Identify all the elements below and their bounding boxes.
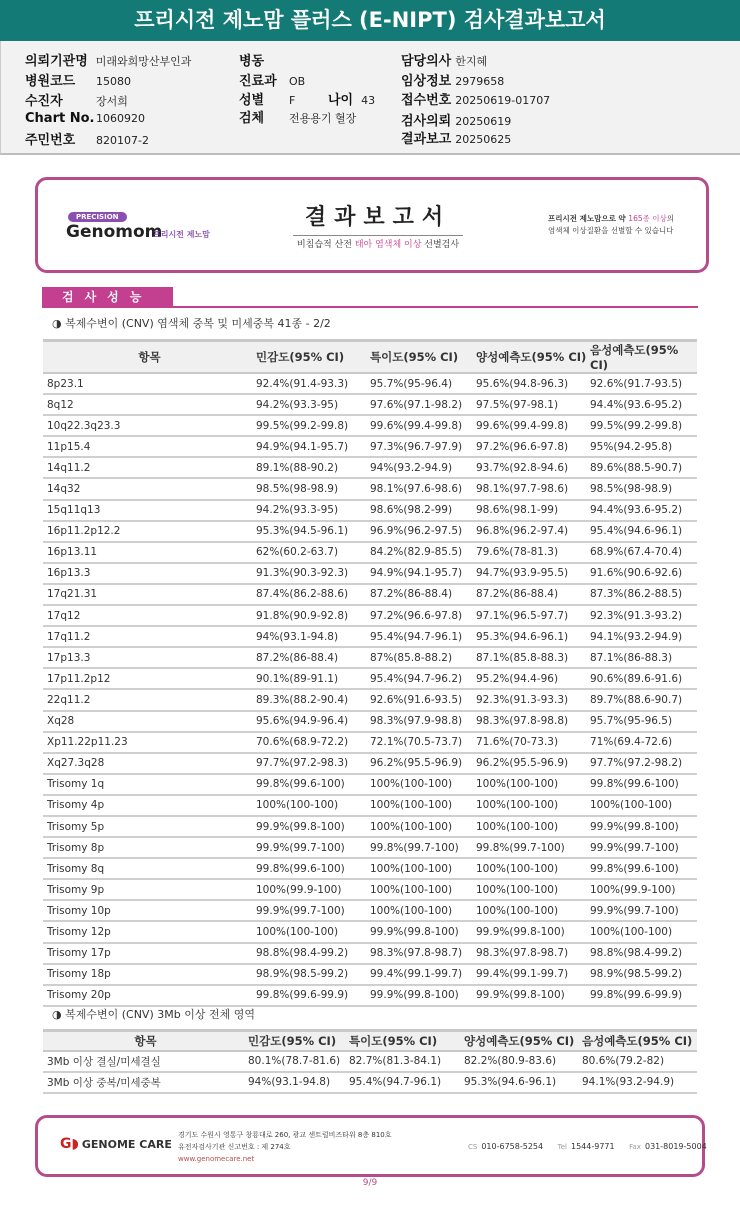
metric-cell: 96.8%(96.2-97.4) <box>476 521 590 542</box>
metric-cell: 99.9%(99.7-100) <box>590 900 697 921</box>
item-cell: Xq27.3q28 <box>43 753 256 774</box>
metric-cell: 100%(100-100) <box>370 858 476 879</box>
metric-cell: 98.6%(98.2-99) <box>370 500 476 521</box>
receipt-no-field: 접수번호 20250619-01707 <box>401 93 551 108</box>
metric-cell: 92.6%(91.7-93.5) <box>590 373 697 394</box>
metric-cell: 99.9%(99.8-100) <box>370 985 476 1006</box>
footer-address: 경기도 수원시 영통구 창룡대로 260, 광교 센트럴비즈타워 8층 810호 유전자검사기관 신고번호 : 제 274호 www.genomecare.net <box>178 1131 392 1163</box>
table-row <box>43 500 697 521</box>
metric-cell: 100%(100-100) <box>370 900 476 921</box>
metric-cell: 99.9%(99.7-100) <box>256 837 370 858</box>
metric-cell: 97.7%(97.2-98.2) <box>590 753 697 774</box>
metric-cell: 92.3%(91.3-93.3) <box>476 689 590 710</box>
metric-cell: 96.9%(96.2-97.5) <box>370 521 476 542</box>
metric-cell: 99.9%(99.8-100) <box>256 816 370 837</box>
metric-cell: 95.6%(94.8-96.3) <box>476 373 590 394</box>
metric-cell: 95.3%(94.6-96.1) <box>476 626 590 647</box>
metric-cell: 95.3%(94.6-96.1) <box>464 1072 582 1093</box>
table-row <box>43 478 697 499</box>
report-header-box <box>35 177 709 273</box>
metric-cell: 95.2%(94.4-96) <box>476 668 590 689</box>
metric-cell: 99.9%(99.8-100) <box>476 921 590 942</box>
department-field: 진료과 OB <box>239 74 306 89</box>
metric-cell: 95.6%(94.9-96.4) <box>256 711 370 732</box>
metric-cell: 98.9%(98.5-99.2) <box>256 964 370 985</box>
table-row <box>43 689 697 710</box>
metric-cell: 87.2%(86-88.4) <box>476 584 590 605</box>
item-cell: 17p11.2p12 <box>43 668 256 689</box>
metric-cell: 100%(100-100) <box>476 858 590 879</box>
table-row <box>43 837 697 858</box>
precision-badge: PRECISION <box>68 212 127 222</box>
metric-cell: 98.3%(97.8-98.7) <box>476 943 590 964</box>
metric-cell: 98.6%(98.1-99) <box>476 500 590 521</box>
column-header: 항목 <box>43 341 256 374</box>
metric-cell: 87.2%(86-88.4) <box>256 647 370 668</box>
metric-cell: 98.3%(97.8-98.7) <box>370 943 476 964</box>
metric-cell: 100%(100-100) <box>370 879 476 900</box>
metric-cell: 100%(100-100) <box>590 921 697 942</box>
metric-cell: 89.1%(88-90.2) <box>256 457 370 478</box>
metric-cell: 95.3%(94.5-96.1) <box>256 521 370 542</box>
metric-cell: 98.5%(98-98.9) <box>256 478 370 499</box>
column-header: 민감도(95% CI) <box>248 1031 349 1051</box>
metric-cell: 99.6%(99.4-99.8) <box>476 415 590 436</box>
item-cell: 10q22.3q23.3 <box>43 415 256 436</box>
table-row <box>43 1072 697 1093</box>
table-row <box>43 415 697 436</box>
metric-cell: 94.2%(93.3-95) <box>256 500 370 521</box>
metric-cell: 79.6%(78-81.3) <box>476 542 590 563</box>
metric-cell: 95.4%(94.6-96.1) <box>590 521 697 542</box>
metric-cell: 96.2%(95.5-96.9) <box>476 753 590 774</box>
metric-cell: 98.1%(97.7-98.6) <box>476 478 590 499</box>
metric-cell: 93.7%(92.8-94.6) <box>476 457 590 478</box>
item-cell: 8q12 <box>43 394 256 415</box>
metric-cell: 99.8%(99.6-100) <box>256 774 370 795</box>
report-tagline: 프리시전 제노맘으로 약 165종 이상의 염색체 이상질환을 선별할 수 있습니다 <box>548 214 674 235</box>
metric-cell: 95.4%(94.7-96.2) <box>370 668 476 689</box>
item-cell: 14q11.2 <box>43 457 256 478</box>
table-row <box>43 1051 697 1072</box>
section-divider <box>42 306 698 308</box>
item-cell: 17q12 <box>43 605 256 626</box>
request-date-field: 검사의뢰 20250619 <box>401 114 512 129</box>
table-row <box>43 521 697 542</box>
metric-cell: 100%(100-100) <box>476 774 590 795</box>
table-row <box>43 858 697 879</box>
metric-cell: 91.6%(90.6-92.6) <box>590 563 697 584</box>
metric-cell: 97.6%(97.1-98.2) <box>370 394 476 415</box>
metric-cell: 92.6%(91.6-93.5) <box>370 689 476 710</box>
result-report-title: 결과보고서 <box>293 200 463 236</box>
metric-cell: 99.5%(99.2-99.8) <box>256 415 370 436</box>
metric-cell: 100%(100-100) <box>590 795 697 816</box>
metric-cell: 99.9%(99.8-100) <box>476 985 590 1006</box>
metric-cell: 99.5%(99.2-99.8) <box>590 415 697 436</box>
metric-cell: 94.4%(93.6-95.2) <box>590 500 697 521</box>
table-row <box>43 753 697 774</box>
metric-cell: 97.3%(96.7-97.9) <box>370 436 476 457</box>
metric-cell: 98.8%(98.4-99.2) <box>590 943 697 964</box>
metric-cell: 87.1%(86-88.3) <box>590 647 697 668</box>
metric-cell: 99.9%(99.7-100) <box>590 837 697 858</box>
column-header: 음성예측도(95% CI) <box>590 341 697 374</box>
metric-cell: 87.1%(85.8-88.3) <box>476 647 590 668</box>
item-cell: 15q11q13 <box>43 500 256 521</box>
table-row <box>43 584 697 605</box>
item-cell: 16p13.3 <box>43 563 256 584</box>
metric-cell: 91.3%(90.3-92.3) <box>256 563 370 584</box>
footer-box <box>35 1115 705 1177</box>
metric-cell: 92.4%(91.4-93.3) <box>256 373 370 394</box>
column-header: 음성예측도(95% CI) <box>582 1031 697 1051</box>
ward-field: 병동 <box>239 54 265 69</box>
table-row <box>43 436 697 457</box>
item-cell: Trisomy 5p <box>43 816 256 837</box>
metric-cell: 89.3%(88.2-90.4) <box>256 689 370 710</box>
metric-cell: 99.4%(99.1-99.7) <box>370 964 476 985</box>
metric-cell: 98.5%(98-98.9) <box>590 478 697 499</box>
column-header: 양성예측도(95% CI) <box>476 341 590 374</box>
item-cell: 11p15.4 <box>43 436 256 457</box>
metric-cell: 71.6%(70-73.3) <box>476 732 590 753</box>
metric-cell: 94.9%(94.1-95.7) <box>256 436 370 457</box>
report-title: 프리시전 제노맘 플러스 (E-NIPT) 검사결과보고서 <box>0 0 740 41</box>
website-link[interactable]: www.genomecare.net <box>178 1155 255 1163</box>
metric-cell: 97.5%(97-98.1) <box>476 394 590 415</box>
metric-cell: 99.9%(99.8-100) <box>590 816 697 837</box>
metric-cell: 95.7%(95-96.5) <box>590 711 697 732</box>
table-row <box>43 900 697 921</box>
metric-cell: 94%(93.1-94.8) <box>256 626 370 647</box>
metric-cell: 99.4%(99.1-99.7) <box>476 964 590 985</box>
genomom-logo-sub: 프리시전 제노맘 <box>153 230 210 239</box>
metric-cell: 72.1%(70.5-73.7) <box>370 732 476 753</box>
metric-cell: 95.7%(95-96.4) <box>370 373 476 394</box>
metric-cell: 68.9%(67.4-70.4) <box>590 542 697 563</box>
hospital-code-field: 병원코드 15080 <box>25 74 131 89</box>
cnv-3mb-performance-table <box>43 1029 697 1094</box>
item-cell: 22q11.2 <box>43 689 256 710</box>
doctor-field: 담당의사 한지혜 <box>401 54 488 69</box>
metric-cell: 98.8%(98.4-99.2) <box>256 943 370 964</box>
table-row <box>43 816 697 837</box>
table-row <box>43 605 697 626</box>
table-row <box>43 626 697 647</box>
table-row <box>43 711 697 732</box>
metric-cell: 94.2%(93.3-95) <box>256 394 370 415</box>
column-header: 특이도(95% CI) <box>370 341 476 374</box>
item-cell: Trisomy 4p <box>43 795 256 816</box>
sex-field: 성별 F <box>239 93 296 108</box>
genomom-logo: Genomom <box>66 222 163 242</box>
item-cell: Trisomy 1q <box>43 774 256 795</box>
metric-cell: 87.2%(86-88.4) <box>370 584 476 605</box>
institution-field: 의뢰기관명 미래와희망산부인과 <box>25 54 192 69</box>
column-header: 양성예측도(95% CI) <box>464 1031 582 1051</box>
metric-cell: 87%(85.8-88.2) <box>370 647 476 668</box>
table-row <box>43 943 697 964</box>
clinical-info-field: 임상정보 2979658 <box>401 74 505 89</box>
footer-contact: CS 010-6758-5254 Tel 1544-9771 Fax 031-8019-5004 <box>468 1142 707 1151</box>
table-row <box>43 563 697 584</box>
column-header: 특이도(95% CI) <box>349 1031 464 1051</box>
item-cell: Trisomy 17p <box>43 943 256 964</box>
table-row <box>43 373 697 394</box>
metric-cell: 87.4%(86.2-88.6) <box>256 584 370 605</box>
item-cell: Trisomy 20p <box>43 985 256 1006</box>
report-subtitle: 비침습적 산전 태아 염색체 이상 선별검사 <box>296 240 460 250</box>
metric-cell: 98.9%(98.5-99.2) <box>590 964 697 985</box>
metric-cell: 89.6%(88.5-90.7) <box>590 457 697 478</box>
metric-cell: 82.2%(80.9-83.6) <box>464 1051 582 1072</box>
metric-cell: 100%(99.9-100) <box>590 879 697 900</box>
column-header: 민감도(95% CI) <box>256 341 370 374</box>
item-cell: 17p13.3 <box>43 647 256 668</box>
metric-cell: 99.8%(99.6-100) <box>256 858 370 879</box>
metric-cell: 94.7%(93.9-95.5) <box>476 563 590 584</box>
table1-subtitle: ◑ 복제수변이 (CNV) 염색체 중복 및 미세중복 41종 - 2/2 <box>52 317 331 330</box>
metric-cell: 99.9%(99.8-100) <box>370 921 476 942</box>
metric-cell: 100%(100-100) <box>256 795 370 816</box>
item-cell: 8p23.1 <box>43 373 256 394</box>
item-cell: 3Mb 이상 결실/미세결실 <box>43 1051 248 1072</box>
metric-cell: 91.8%(90.9-92.8) <box>256 605 370 626</box>
table-row <box>43 668 697 689</box>
metric-cell: 71%(69.4-72.6) <box>590 732 697 753</box>
metric-cell: 97.7%(97.2-98.3) <box>256 753 370 774</box>
metric-cell: 95%(94.2-95.8) <box>590 436 697 457</box>
metric-cell: 99.8%(99.6-99.9) <box>256 985 370 1006</box>
metric-cell: 97.2%(96.6-97.8) <box>476 436 590 457</box>
metric-cell: 80.6%(79.2-82) <box>582 1051 697 1072</box>
metric-cell: 92.3%(91.3-93.2) <box>590 605 697 626</box>
metric-cell: 98.3%(97.9-98.8) <box>370 711 476 732</box>
metric-cell: 90.1%(89-91.1) <box>256 668 370 689</box>
metric-cell: 100%(100-100) <box>476 816 590 837</box>
metric-cell: 82.7%(81.3-84.1) <box>349 1051 464 1072</box>
table2-subtitle: ◑ 복제수변이 (CNV) 3Mb 이상 전체 영역 <box>52 1008 255 1021</box>
metric-cell: 90.6%(89.6-91.6) <box>590 668 697 689</box>
item-cell: Trisomy 9p <box>43 879 256 900</box>
metric-cell: 87.3%(86.2-88.5) <box>590 584 697 605</box>
table-row <box>43 795 697 816</box>
item-cell: 16p11.2p12.2 <box>43 521 256 542</box>
metric-cell: 62%(60.2-63.7) <box>256 542 370 563</box>
metric-cell: 94%(93.1-94.8) <box>248 1072 349 1093</box>
metric-cell: 99.8%(99.7-100) <box>370 837 476 858</box>
item-cell: 14q32 <box>43 478 256 499</box>
patient-name-field: 수진자 장서희 <box>25 94 128 109</box>
metric-cell: 99.8%(99.6-99.9) <box>590 985 697 1006</box>
table-row <box>43 774 697 795</box>
metric-cell: 100%(99.9-100) <box>256 879 370 900</box>
genome-care-logo: G◗ GENOME CARE <box>60 1136 172 1152</box>
metric-cell: 97.1%(96.5-97.7) <box>476 605 590 626</box>
specimen-field: 검체 전용용기 혈장 <box>239 111 357 126</box>
resident-no-field: 주민번호 820107-2 <box>25 133 149 148</box>
item-cell: Trisomy 12p <box>43 921 256 942</box>
metric-cell: 98.3%(97.8-98.8) <box>476 711 590 732</box>
table-row <box>43 457 697 478</box>
metric-cell: 80.1%(78.7-81.6) <box>248 1051 349 1072</box>
column-header: 항목 <box>43 1031 248 1051</box>
item-cell: Trisomy 10p <box>43 900 256 921</box>
section-title: 검사성능 <box>42 287 173 307</box>
metric-cell: 96.2%(95.5-96.9) <box>370 753 476 774</box>
metric-cell: 95.4%(94.7-96.1) <box>370 626 476 647</box>
metric-cell: 100%(100-100) <box>370 795 476 816</box>
metric-cell: 100%(100-100) <box>476 795 590 816</box>
metric-cell: 99.8%(99.7-100) <box>476 837 590 858</box>
item-cell: 3Mb 이상 중복/미세중복 <box>43 1072 248 1093</box>
item-cell: Trisomy 18p <box>43 964 256 985</box>
genome-care-logo-icon: G◗ <box>60 1136 79 1152</box>
metric-cell: 97.2%(96.6-97.8) <box>370 605 476 626</box>
item-cell: Trisomy 8p <box>43 837 256 858</box>
metric-cell: 98.1%(97.6-98.6) <box>370 478 476 499</box>
item-cell: 16p13.11 <box>43 542 256 563</box>
metric-cell: 99.8%(99.6-100) <box>590 774 697 795</box>
table-row <box>43 732 697 753</box>
table-row <box>43 964 697 985</box>
metric-cell: 89.7%(88.6-90.7) <box>590 689 697 710</box>
table-row <box>43 542 697 563</box>
metric-cell: 94%(93.2-94.9) <box>370 457 476 478</box>
age-field: 나이 43 <box>328 93 376 108</box>
report-date-field: 결과보고 20250625 <box>401 132 512 147</box>
item-cell: Trisomy 8q <box>43 858 256 879</box>
metric-cell: 95.4%(94.7-96.1) <box>349 1072 464 1093</box>
metric-cell: 94.4%(93.6-95.2) <box>590 394 697 415</box>
table-row <box>43 647 697 668</box>
chart-no-field: Chart No. 1060920 <box>25 111 145 126</box>
metric-cell: 94.9%(94.1-95.7) <box>370 563 476 584</box>
patient-info-panel <box>0 41 740 155</box>
item-cell: Xp11.22p11.23 <box>43 732 256 753</box>
metric-cell: 100%(100-100) <box>256 921 370 942</box>
metric-cell: 70.6%(68.9-72.2) <box>256 732 370 753</box>
metric-cell: 99.9%(99.7-100) <box>256 900 370 921</box>
metric-cell: 99.6%(99.4-99.8) <box>370 415 476 436</box>
table-row <box>43 921 697 942</box>
item-cell: Xq28 <box>43 711 256 732</box>
metric-cell: 100%(100-100) <box>476 900 590 921</box>
cnv-41-performance-table <box>43 339 697 1007</box>
table-row <box>43 985 697 1006</box>
metric-cell: 94.1%(93.2-94.9) <box>590 626 697 647</box>
metric-cell: 100%(100-100) <box>370 816 476 837</box>
metric-cell: 100%(100-100) <box>476 879 590 900</box>
item-cell: 17q21.31 <box>43 584 256 605</box>
item-cell: 17q11.2 <box>43 626 256 647</box>
table-row <box>43 394 697 415</box>
table-row <box>43 879 697 900</box>
page-number: 9/9 <box>362 1178 378 1188</box>
metric-cell: 99.8%(99.6-100) <box>590 858 697 879</box>
metric-cell: 94.1%(93.2-94.9) <box>582 1072 697 1093</box>
metric-cell: 84.2%(82.9-85.5) <box>370 542 476 563</box>
metric-cell: 100%(100-100) <box>370 774 476 795</box>
